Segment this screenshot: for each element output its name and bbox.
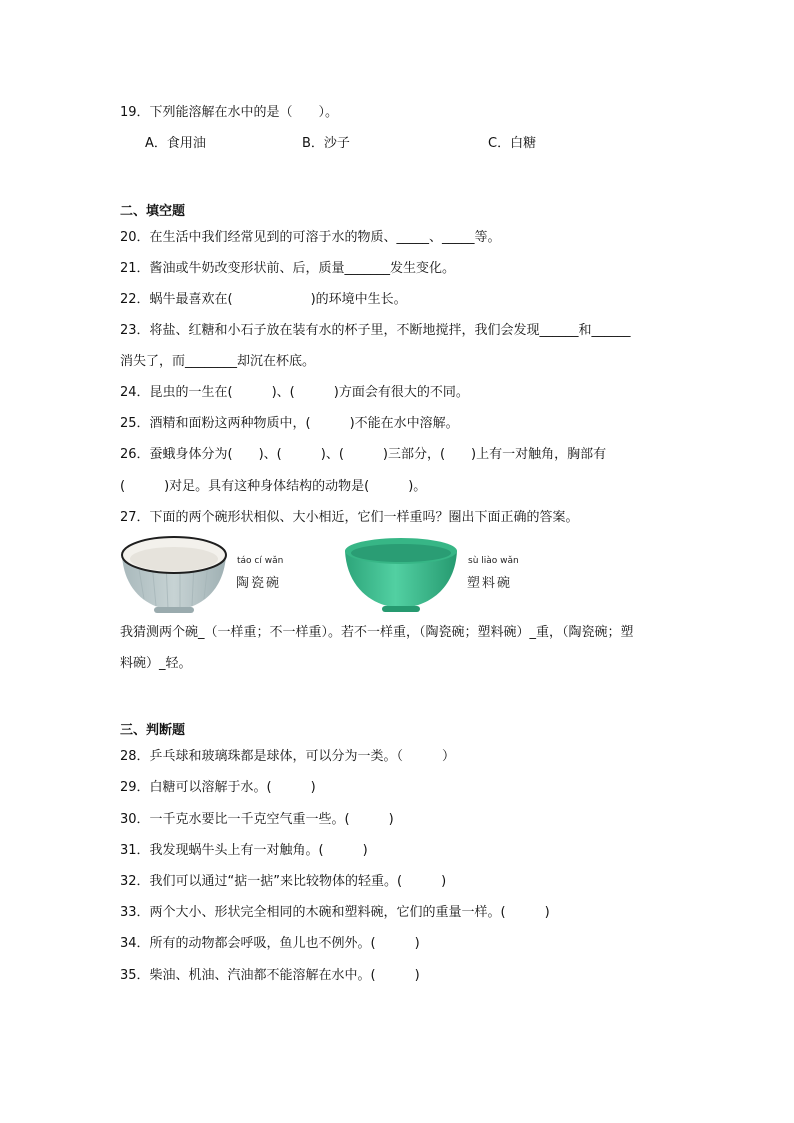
question-27-answer-line-1: 我猜测两个碗_（一样重；不一样重）。若不一样重，（陶瓷碗；塑料碗）_重，（陶瓷碗；塑 bbox=[120, 625, 634, 640]
ceramic-bowl-label: 陶瓷碗 bbox=[236, 576, 282, 591]
question-35: 35．柴油、机油、汽油都不能溶解在水中。( ) bbox=[120, 968, 420, 983]
question-29: 29．白糖可以溶解于水。( ) bbox=[120, 780, 316, 795]
question-33: 33．两个大小、形状完全相同的木碗和塑料碗，它们的重量一样。( ) bbox=[120, 905, 550, 920]
question-19-stem: 19．下列能溶解在水中的是（ ）。 bbox=[120, 105, 339, 120]
ceramic-bowl-image bbox=[118, 533, 230, 615]
question-24: 24．昆虫的一生在( )、( )方面会有很大的不同。 bbox=[120, 385, 469, 400]
question-32: 32．我们可以通过“掂一掂”来比较物体的轻重。( ) bbox=[120, 874, 447, 889]
question-27-answer-line-2: 料碗）_轻。 bbox=[120, 656, 192, 671]
section-3-heading: 三、判断题 bbox=[120, 723, 186, 738]
plastic-bowl-pinyin: sù liào wǎn bbox=[468, 556, 519, 566]
question-31: 31．我发现蜗牛头上有一对触角。( ) bbox=[120, 843, 368, 858]
question-26-line-1: 26．蚕蛾身体分为( )、( )、( )三部分，( )上有一对触角，胸部有 bbox=[120, 447, 607, 462]
question-21: 21．酱油或牛奶改变形状前、后，质量_______发生变化。 bbox=[120, 261, 456, 276]
section-2-heading: 二、填空题 bbox=[120, 204, 186, 219]
question-30: 30．一千克水要比一千克空气重一些。( ) bbox=[120, 812, 394, 827]
question-20: 20．在生活中我们经常见到的可溶于水的物质、_____、_____等。 bbox=[120, 230, 501, 245]
ceramic-bowl-pinyin: táo cí wǎn bbox=[237, 556, 284, 566]
question-25: 25．酒精和面粉这两种物质中，( )不能在水中溶解。 bbox=[120, 416, 459, 431]
question-26-line-2: ( )对足。具有这种身体结构的动物是( )。 bbox=[120, 479, 427, 494]
question-23-line-2: 消失了，而________却沉在杯底。 bbox=[120, 354, 316, 369]
question-34: 34．所有的动物都会呼吸，鱼儿也不例外。( ) bbox=[120, 936, 420, 951]
plastic-bowl-image bbox=[342, 535, 460, 615]
question-28: 28．乒乓球和玻璃珠都是球体，可以分为一类。（ ） bbox=[120, 749, 456, 764]
question-27-stem: 27．下面的两个碗形状相似、大小相近，它们一样重吗？圈出下面正确的答案。 bbox=[120, 510, 579, 525]
question-23-line-1: 23．将盐、红糖和小石子放在装有水的杯子里，不断地搅拌，我们会发现______和______ bbox=[120, 323, 631, 338]
question-22: 22．蜗牛最喜欢在( )的环境中生长。 bbox=[120, 292, 407, 307]
question-19-option-b: B．沙子 bbox=[302, 136, 350, 151]
question-19-option-c: C．白糖 bbox=[488, 136, 537, 151]
plastic-bowl-label: 塑料碗 bbox=[467, 576, 513, 591]
question-19-option-a: A．食用油 bbox=[145, 136, 206, 151]
